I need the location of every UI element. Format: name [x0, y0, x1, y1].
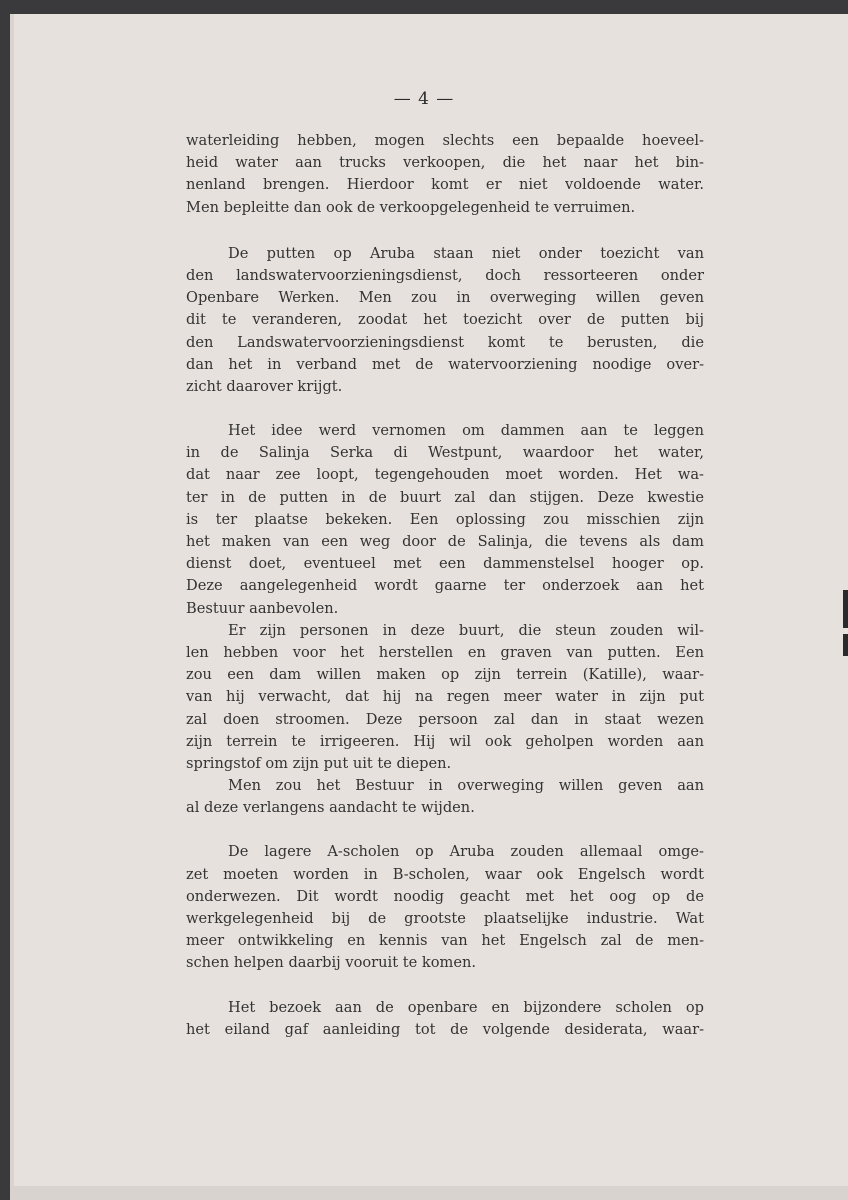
- paragraph: [186, 775, 704, 819]
- paragraph: [186, 420, 704, 620]
- text-line: dan het in verband met de watervoorziening noodige over-: [186, 355, 704, 373]
- text-line: dienst doet, eventueel met een dammenstelsel hooger op.: [186, 555, 704, 573]
- text-line: waterleiding hebben, mogen slechts een bepaalde hoeveel-: [186, 132, 704, 149]
- text-line: heid water aan trucks verkoopen, die het naar het bin-: [186, 154, 704, 172]
- text-line: van hij verwacht, dat hij na regen meer water in zijn put: [186, 688, 704, 706]
- text-line: De putten op Aruba staan niet onder toezicht van: [228, 244, 704, 262]
- text-line: werkgelegenheid bij de grootste plaatselijke industrie. Wat: [186, 910, 704, 927]
- paragraph: [186, 620, 704, 775]
- text-line: Er zijn personen in deze buurt, die steun zouden wil-: [228, 621, 704, 639]
- text-line: springstof om zijn put uit te diepen.: [186, 754, 452, 772]
- text-line: Men zou het Bestuur in overweging willen geven aan: [228, 777, 704, 795]
- text-line: dat naar zee loopt, tegengehouden moet worden. Het wa-: [186, 466, 704, 484]
- page-bottom-edge: [10, 1186, 848, 1200]
- text-line: Bestuur aanbevolen.: [186, 599, 339, 617]
- text-line: in de Salinja Serka di Westpunt, waardoor het water,: [186, 444, 704, 462]
- text-line: De lagere A-scholen op Aruba zouden allemaal omge-: [228, 843, 704, 861]
- text-line: nenland brengen. Hierdoor komt er niet voldoende water.: [186, 176, 704, 194]
- text-line: den landswatervoorzieningsdienst, doch ressorteeren onder: [186, 266, 704, 284]
- text-line: schen helpen daarbij vooruit te komen.: [186, 954, 476, 972]
- binding-clip: [843, 590, 848, 628]
- paragraph: [186, 841, 704, 974]
- text-line: len hebben voor het herstellen en graven van putten. Een: [186, 643, 704, 661]
- text-line: meer ontwikkeling en kennis van het Engelsch zal de men-: [186, 932, 704, 950]
- text-line: onderwezen. Dit wordt noodig geacht met het oog op de: [186, 887, 704, 905]
- text-line: zou een dam willen maken op zijn terrein (Katille), waar-: [186, 666, 704, 684]
- text-line: Het idee werd vernomen om dammen aan te leggen: [228, 422, 704, 440]
- text-line: zicht daarover krijgt.: [186, 377, 343, 395]
- text-line: Openbare Werken. Men zou in overweging willen geven: [186, 289, 704, 307]
- paragraph: [186, 997, 704, 1041]
- page-number: — 4 —: [393, 89, 455, 109]
- text-line: zijn terrein te irrigeeren. Hij wil ook geholpen worden aan: [186, 732, 704, 750]
- body-text: [186, 130, 704, 1041]
- text-line: ter in de putten in de buurt zal dan stijgen. Deze kwestie: [186, 488, 704, 506]
- text-line: dit te veranderen, zoodat het toezicht over de putten bij: [186, 311, 704, 329]
- binding-clip: [843, 634, 848, 656]
- text-line: zal doen stroomen. Deze persoon zal dan in staat wezen: [186, 710, 704, 728]
- text-line: zet moeten worden in B-scholen, waar ook Engelsch wordt: [186, 865, 704, 883]
- text-line: Het bezoek aan de openbare en bijzondere scholen op: [228, 998, 704, 1016]
- text-line: den Landswatervoorzieningsdienst komt te berusten, die: [186, 333, 704, 351]
- page-edge: [10, 14, 14, 1200]
- text-line: Men bepleitte dan ook de verkoopgelegenheid te verruimen.: [186, 198, 636, 216]
- text-line: het maken van een weg door de Salinja, die tevens als dam: [186, 533, 704, 550]
- paragraph: [186, 243, 704, 398]
- text-line: is ter plaatse bekeken. Een oplossing zou misschien zijn: [186, 510, 704, 528]
- paragraph: [186, 130, 704, 219]
- text-line: het eiland gaf aanleiding tot de volgende desiderata, waar-: [186, 1020, 704, 1038]
- text-line: Deze aangelegenheid wordt gaarne ter onderzoek aan het: [186, 577, 704, 595]
- text-line: al deze verlangens aandacht te wijden.: [186, 799, 475, 817]
